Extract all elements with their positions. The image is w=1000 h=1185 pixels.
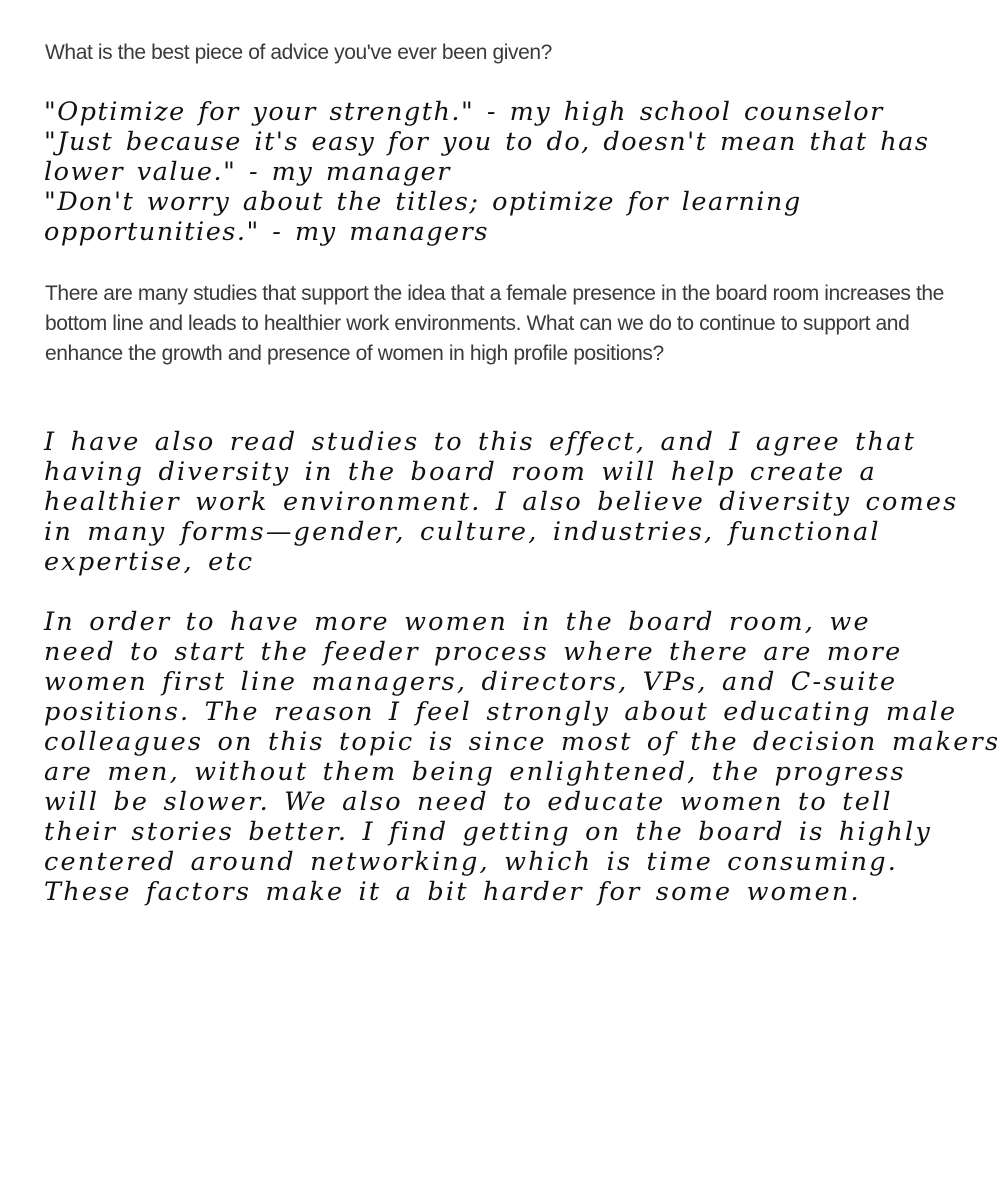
answer-line: These factors make it a bit harder for some women. [44,877,861,907]
answer-line: expertise, etc [44,547,255,577]
answer-line: lower value." - my manager [44,157,451,187]
answer-line: having diversity in the board room will help create a [44,457,877,487]
answer-line: In order to have more women in the board room, we [44,607,871,637]
handwritten-answer-2 [44,427,969,577]
answer-line: will be slower. We also need to educate women to tell [44,787,893,817]
question-2: There are many studies that support the idea that a female presence in the board room increases the bottom line and leads to healthier work environments. What can we do to continue to support and enhance the growth and presence of women in high profile positions? [45,282,944,365]
answer-line: their stories better. I find getting on the board is highly [44,817,932,847]
answer-line: colleagues on this topic is since most of the decision makers [44,727,1000,757]
answer-line: healthier work environment. I also believe diversity comes [44,487,959,517]
answer-line: I have also read studies to this effect, and I agree that [44,427,917,457]
handwritten-answer-3 [44,607,1000,907]
answer-line: opportunities." - my managers [44,217,489,247]
answer-line: women first line managers, directors, VPs, and C-suite [44,667,898,697]
answer-line: centered around networking, which is time consuming. [44,847,899,877]
handwritten-answer-1 [44,97,969,247]
answer-line: "Optimize for your strength." - my high school counselor [44,97,884,127]
question-1: What is the best piece of advice you've ever been given? [45,41,552,64]
answer-line: positions. The reason I feel strongly about educating male [44,697,958,727]
answer-line: need to start the feeder process where there are more [44,637,903,667]
answer-line: are men, without them being enlightened, the progress [44,757,906,787]
answer-line: "Don't worry about the titles; optimize for learning [44,187,802,217]
answer-line: "Just because it's easy for you to do, doesn't mean that has [44,127,930,157]
answer-line: in many forms—gender, culture, industries, functional [44,517,881,547]
